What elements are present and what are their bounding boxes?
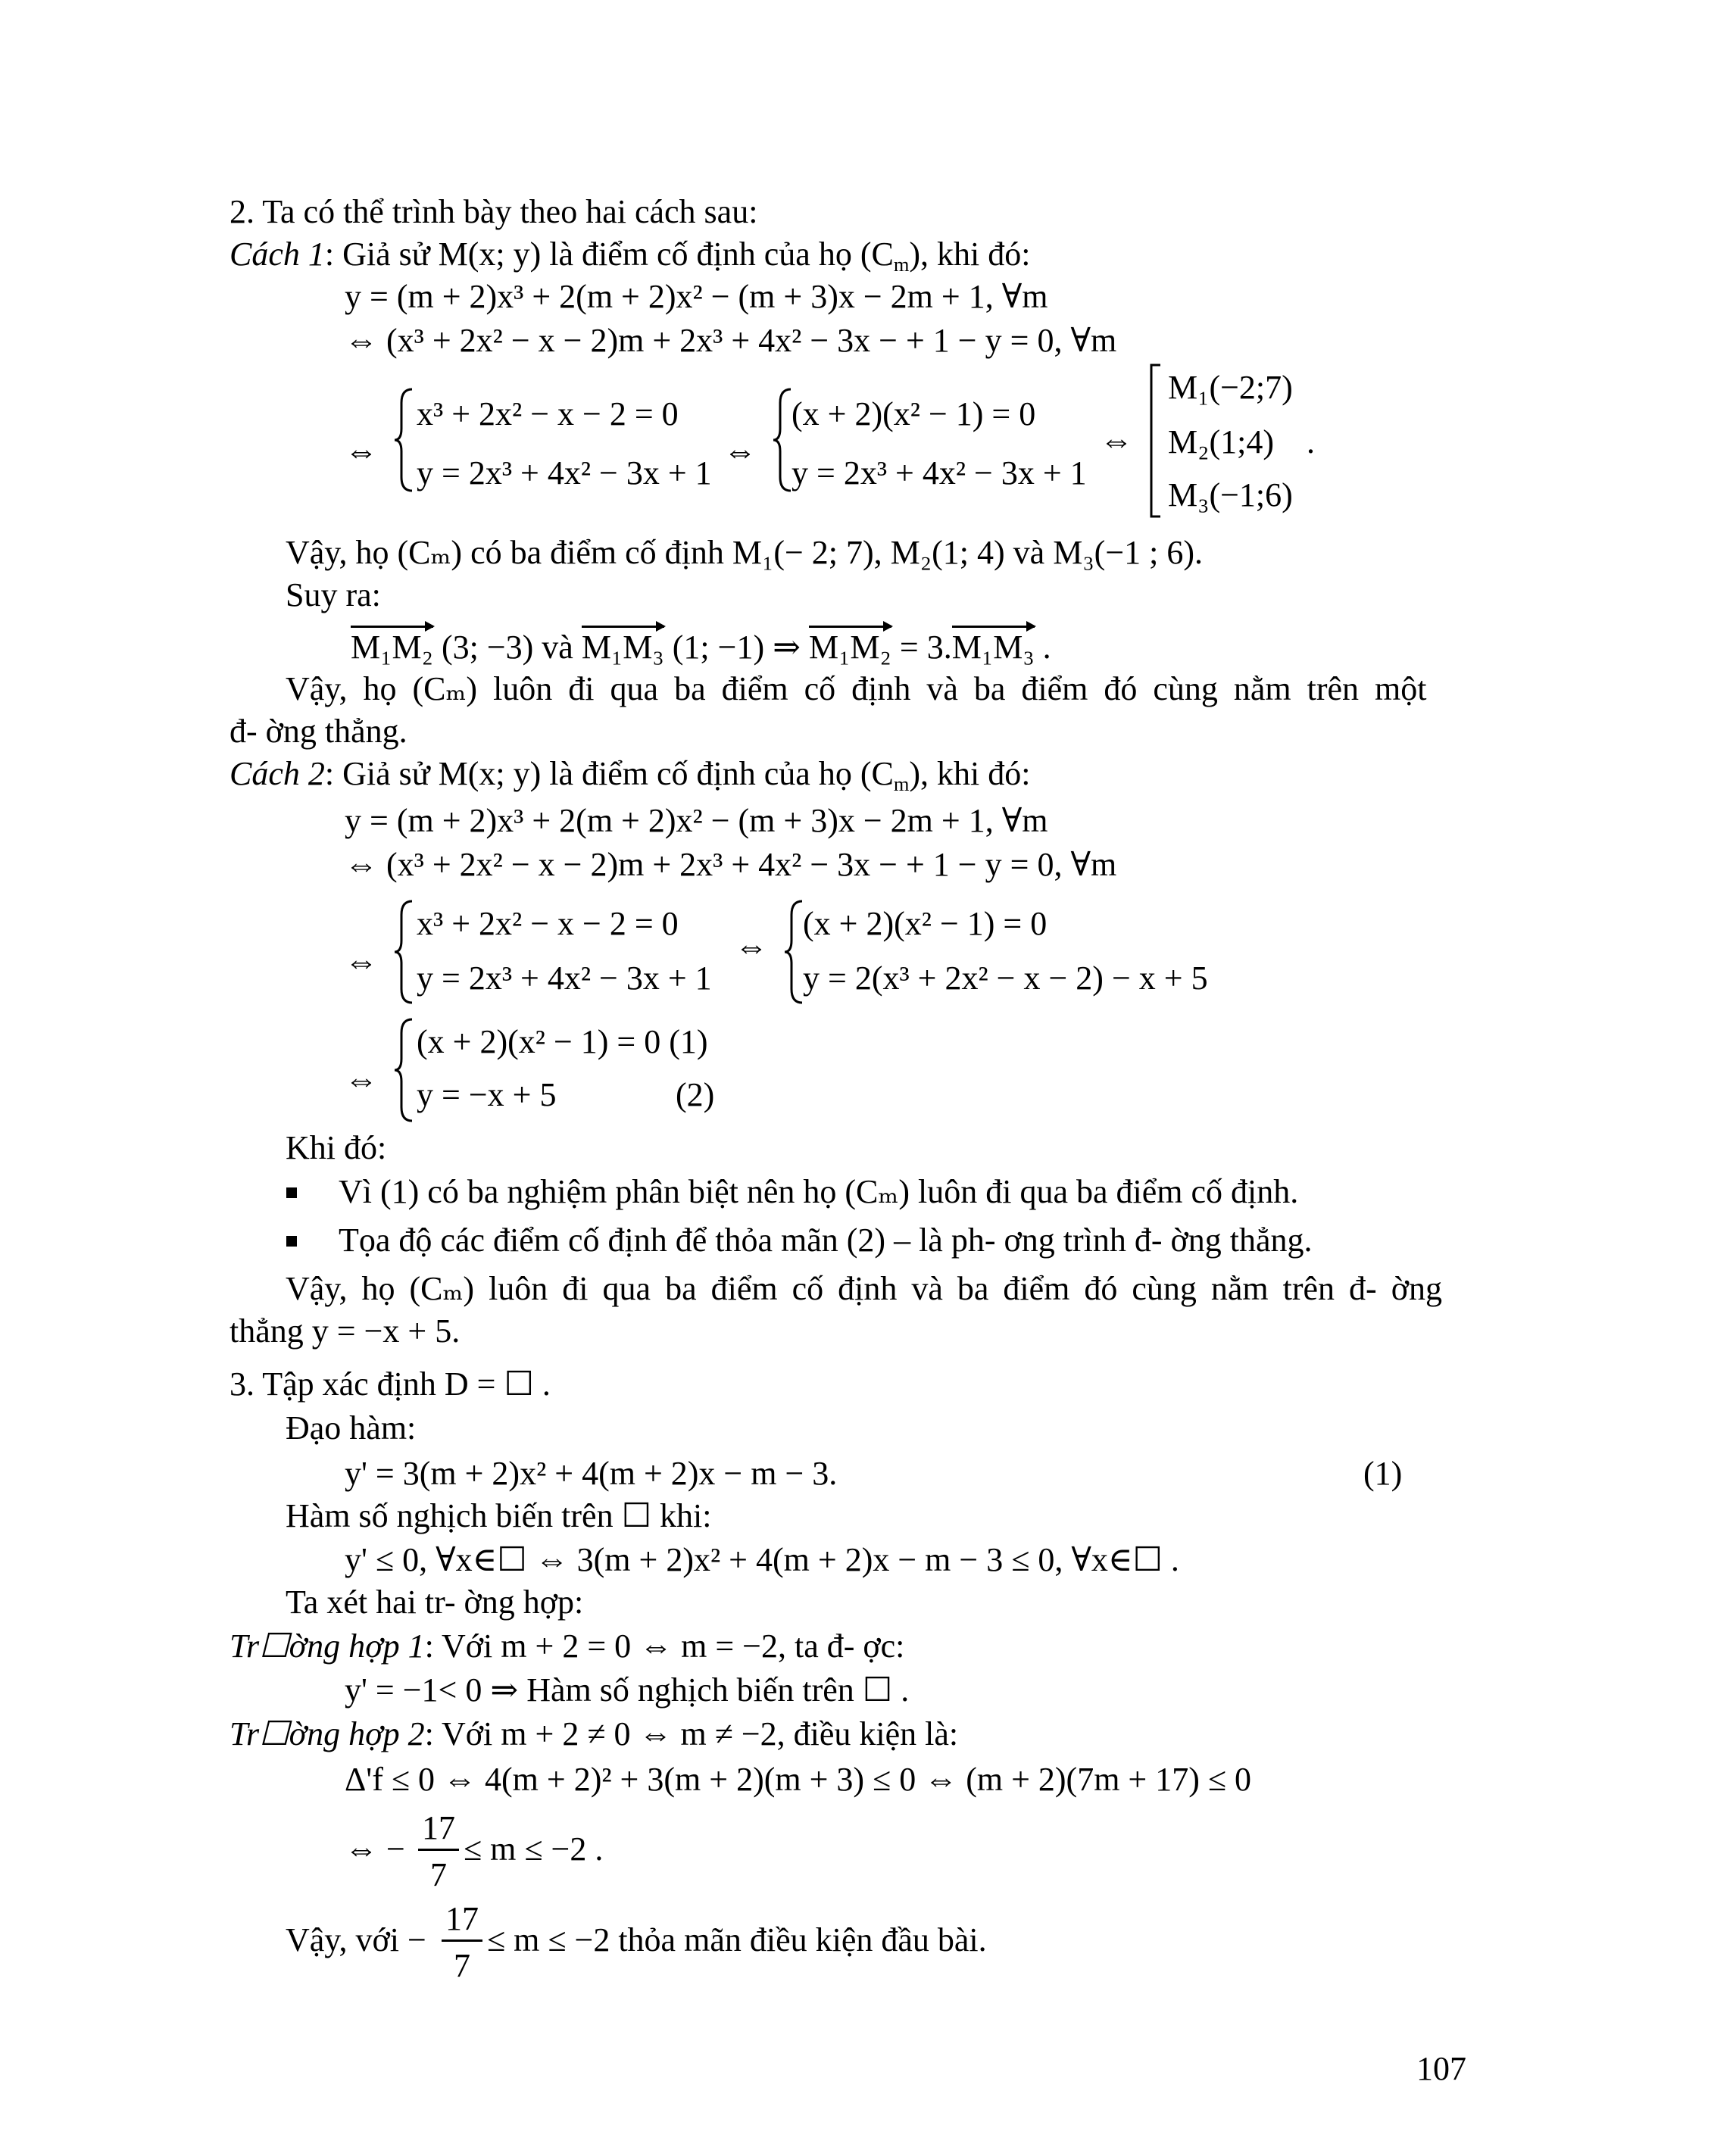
equation-b: ⇔ (x³ + 2x² − x − 2)m + 2x³ + 4x² − 3x − + 1 − y = 0, ∀m	[345, 322, 1117, 359]
iff-symbol: ⇔	[345, 1061, 378, 1098]
vector-line	[351, 626, 1051, 664]
case-2	[229, 1715, 959, 1752]
system-2-eq-1: (x + 2)(x² − 1) = 0	[792, 395, 1036, 432]
left-brace-icon	[771, 386, 794, 494]
fraction-numerator: 17	[445, 1900, 479, 1937]
fraction-bar	[442, 1939, 482, 1942]
equation-b-2: ⇔ (x³ + 2x² − x − 2)m + 2x³ + 4x² − 3x − + 1 − y = 0, ∀m	[345, 846, 1117, 883]
fraction-bar	[418, 1849, 459, 1851]
method-2-text-end: ), khi đó:	[909, 755, 1031, 792]
fraction-denominator: 7	[454, 1947, 470, 1984]
subscript-m: m	[893, 252, 910, 276]
decreasing-condition-intro: Hàm số nghịch biến trên ☐ khi:	[286, 1497, 712, 1534]
system-5-eq-1: (x + 2)(x² − 1) = 0 (1)	[417, 1023, 708, 1060]
period: .	[1307, 423, 1315, 460]
case-2-label: Tr☐ờng hợp 2	[229, 1715, 425, 1752]
conclusion-2-line-1: Vậy, họ (Cₘ) luôn đi qua ba điểm cố định và ba điểm đó cùng nằm trên một	[286, 670, 1427, 707]
vector-m1m2: M₁M₂	[351, 626, 433, 664]
fixed-point-2: M₂(1;4)	[1168, 423, 1274, 460]
system-4-eq-2: y = 2(x³ + 2x² − x − 2) − x + 5	[803, 960, 1208, 997]
iff-symbol: ⇔	[735, 928, 768, 965]
period: .	[1042, 629, 1051, 666]
discriminant-condition: Δ'f ≤ 0 ⇔ 4(m + 2)² + 3(m + 2)(m + 3) ≤ 0 ⇔ (m + 2)(7m + 17) ≤ 0	[345, 1761, 1252, 1798]
section-2-intro: 2. Ta có thể trình bày theo hai cách sau:	[229, 193, 758, 230]
iff-symbol: ⇔	[1100, 422, 1133, 459]
vector-m1m3-coords: (1; −1) ⇒	[672, 629, 801, 666]
equation-a: y = (m + 2)x³ + 2(m + 2)x² − (m + 3)x − 2m + 1, ∀m	[345, 278, 1048, 315]
fraction-denominator: 7	[430, 1856, 447, 1893]
subscript-m: m	[893, 772, 910, 795]
conclusion-3-line-2: thẳng y = −x + 5.	[229, 1312, 461, 1350]
bullet-2-text: Tọa độ các điểm cố định để thỏa mãn (2) – là ph- ơng trình đ- ờng thẳng.	[339, 1222, 1313, 1259]
iff-symbol: ⇔	[723, 432, 757, 470]
method-2-label: Cách 2	[229, 755, 325, 792]
left-brace-icon	[392, 386, 415, 494]
case-2-text: : Với m + 2 ≠ 0 ⇔ m ≠ −2, điều kiện là:	[424, 1715, 959, 1752]
left-brace-icon	[392, 1016, 415, 1124]
system-4-eq-1: (x + 2)(x² − 1) = 0	[803, 905, 1048, 942]
fixed-point-1: M₁(−2;7)	[1168, 369, 1293, 406]
method-2-text: : Giả sử M(x; y) là điểm cố định của họ (C	[324, 755, 894, 792]
derivative: y' = 3(m + 2)x² + 4(m + 2)x − m − 3.	[345, 1455, 838, 1492]
equation-number-2: (2)	[676, 1076, 715, 1113]
method-1-heading	[229, 236, 1031, 276]
bullet-1-text: Vì (1) có ba nghiệm phân biệt nên họ (Cₘ) luôn đi qua ba điểm cố định.	[339, 1173, 1299, 1210]
system-1-eq-1: x³ + 2x² − x − 2 = 0	[417, 395, 679, 432]
conclusion-2-line-2: đ- ờng thẳng.	[229, 713, 407, 750]
page-number: 107	[1416, 2050, 1466, 2087]
system-3-eq-2: y = 2x³ + 4x² − 3x + 1	[417, 960, 712, 997]
method-1-label: Cách 1	[229, 236, 325, 273]
section-3-intro: 3. Tập xác định D = ☐ .	[229, 1365, 551, 1403]
equation-a-2: y = (m + 2)x³ + 2(m + 2)x² − (m + 3)x − 2m + 1, ∀m	[345, 802, 1048, 839]
conclusion-1: Vậy, họ (Cₘ) có ba điểm cố định M₁(− 2; 7), M₂(1; 4) và M₃(−1 ; 6).	[286, 534, 1204, 571]
case-1-result: y' = −1< 0 ⇒ Hàm số nghịch biến trên ☐ .	[345, 1671, 910, 1709]
fixed-point-3: M₃(−1;6)	[1168, 476, 1293, 513]
suy-ra: Suy ra:	[286, 576, 381, 613]
conclusion-3-line-1: Vậy, họ (Cₘ) luôn đi qua ba điểm cố định và ba điểm đó cùng nằm trên đ- ờng	[286, 1270, 1442, 1307]
case-1	[229, 1627, 905, 1665]
iff-symbol: ⇔	[345, 943, 378, 980]
iff-symbol: ⇔	[345, 432, 378, 470]
system-3-eq-1: x³ + 2x² − x − 2 = 0	[417, 905, 679, 942]
khi-do: Khi đó:	[286, 1129, 387, 1166]
system-1-eq-2: y = 2x³ + 4x² − 3x + 1	[417, 454, 712, 492]
method-2-heading	[229, 755, 1031, 795]
method-1-text: : Giả sử M(x; y) là điểm cố định của họ (C	[324, 236, 894, 273]
decreasing-condition: y' ≤ 0, ∀x∈☐ ⇔ 3(m + 2)x² + 4(m + 2)x − m − 3 ≤ 0, ∀x∈☐ .	[345, 1541, 1179, 1578]
case-1-label: Tr☐ờng hợp 1	[229, 1627, 425, 1665]
bullet-icon	[286, 1187, 297, 1198]
result-suffix: ≤ m ≤ −2 .	[464, 1830, 604, 1868]
left-bracket-icon	[1147, 362, 1163, 520]
final-prefix: Vậy, với −	[286, 1921, 426, 1958]
system-5-eq-2: y = −x + 5	[417, 1076, 557, 1113]
result-prefix: ⇔ −	[345, 1830, 405, 1868]
left-brace-icon	[782, 898, 805, 1006]
bullet-icon	[286, 1236, 297, 1247]
vector-m1m3: M₁M₃	[582, 626, 664, 664]
final-suffix: ≤ m ≤ −2 thỏa mãn điều kiện đầu bài.	[487, 1921, 987, 1958]
vector-relation: = 3.	[899, 629, 952, 666]
vector-m1m3: M₁M₃	[952, 626, 1035, 664]
vector-m1m2: M₁M₂	[809, 626, 891, 664]
case-1-text: : Với m + 2 = 0 ⇔ m = −2, ta đ- ợc:	[424, 1627, 905, 1665]
fraction-numerator: 17	[422, 1809, 455, 1846]
two-cases: Ta xét hai tr- ờng hợp:	[286, 1584, 584, 1621]
left-brace-icon	[392, 898, 415, 1006]
equation-number-1: (1)	[1363, 1455, 1403, 1492]
dao-ham: Đạo hàm:	[286, 1409, 417, 1446]
system-2-eq-2: y = 2x³ + 4x² − 3x + 1	[792, 454, 1087, 492]
method-1-text-end: ), khi đó:	[909, 236, 1031, 273]
vector-m1m2-coords: (3; −3) và	[441, 629, 573, 666]
